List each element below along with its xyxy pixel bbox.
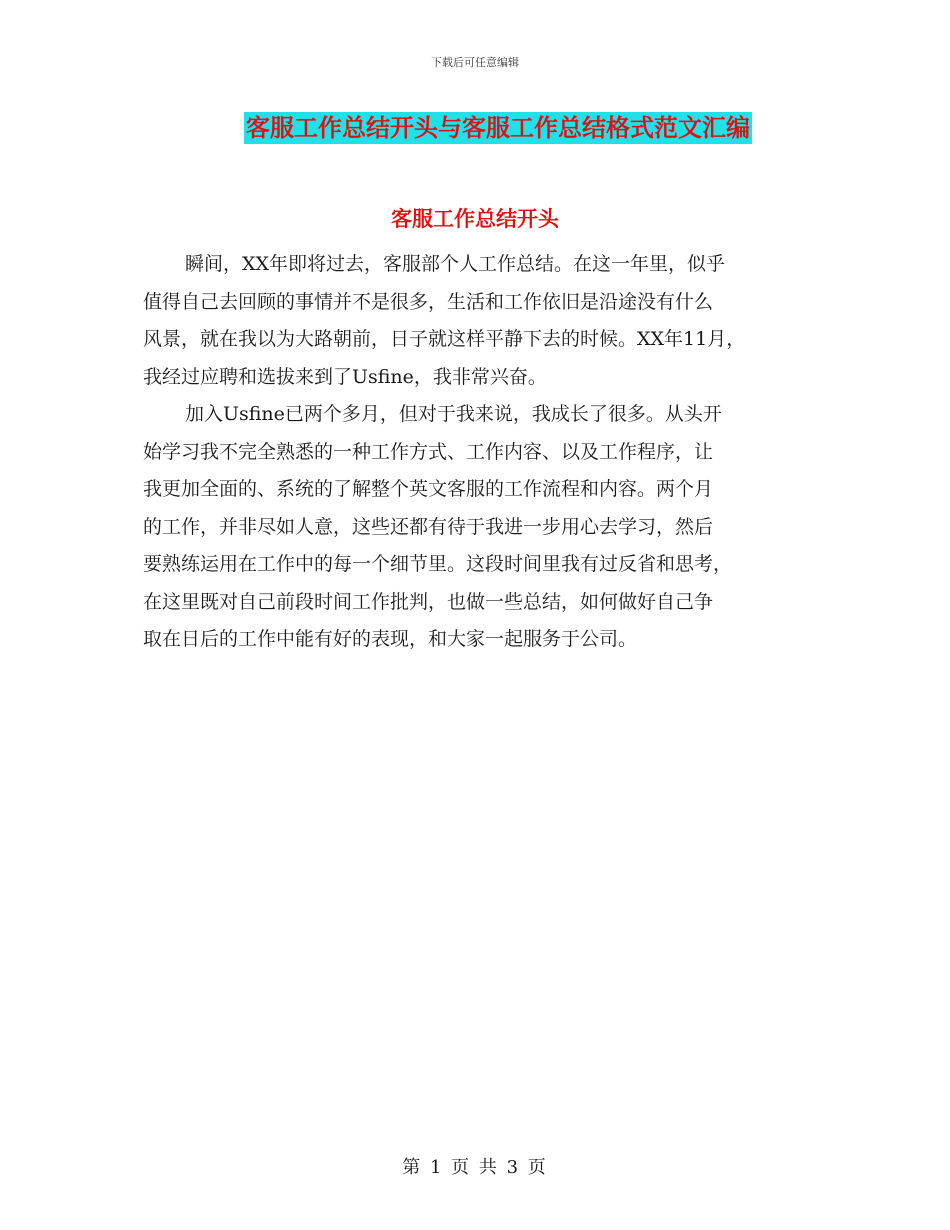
paragraph-line: 我更加全面的、系统的了解整个英文客服的工作流程和内容。两个月 (143, 478, 714, 500)
paragraph-2 (143, 396, 823, 659)
paragraph-line: 的工作，并非尽如人意，这些还都有待于我进一步用心去学习，然后 (143, 515, 714, 538)
paragraph-line: 取在日后的工作中能有好的表现，和大家一起服务于公司。 (143, 628, 638, 650)
document-title: 客服工作总结开头与客服工作总结格式范文汇编 (246, 114, 750, 142)
paragraph-line: 要熟练运用在工作中的每一个细节里。这段时间里我有过反省和思考， (143, 553, 733, 575)
paragraph-line: 风景，就在我以为大路朝前，日子就这样平静下去的时候。XX年11月， (143, 328, 746, 350)
page-number-footer: 第 1 页 共 3 页 (402, 1157, 548, 1178)
paragraph-line: 瞬间，XX年即将过去，客服部个人工作总结。在这一年里，似乎 (185, 253, 726, 275)
document-title-container (0, 112, 950, 144)
section-heading: 客服工作总结开头 (391, 207, 559, 231)
paragraph-1 (143, 246, 823, 396)
paragraph-line: 加入Usfine已两个多月，但对于我来说，我成长了很多。从头开 (185, 403, 722, 425)
paragraph-line: 我经过应聘和选拔来到了Usfine，我非常兴奋。 (143, 365, 547, 388)
header-note: 下载后可任意编辑 (431, 56, 519, 69)
paragraph-line: 在这里既对自己前段时间工作批判，也做一些总结，如何做好自己争 (143, 590, 714, 613)
paragraph-line: 值得自己去回顾的事情并不是很多，生活和工作依旧是沿途没有什么 (143, 290, 714, 313)
paragraph-line: 始学习我不完全熟悉的一种工作方式、工作内容、以及工作程序，让 (143, 440, 714, 463)
